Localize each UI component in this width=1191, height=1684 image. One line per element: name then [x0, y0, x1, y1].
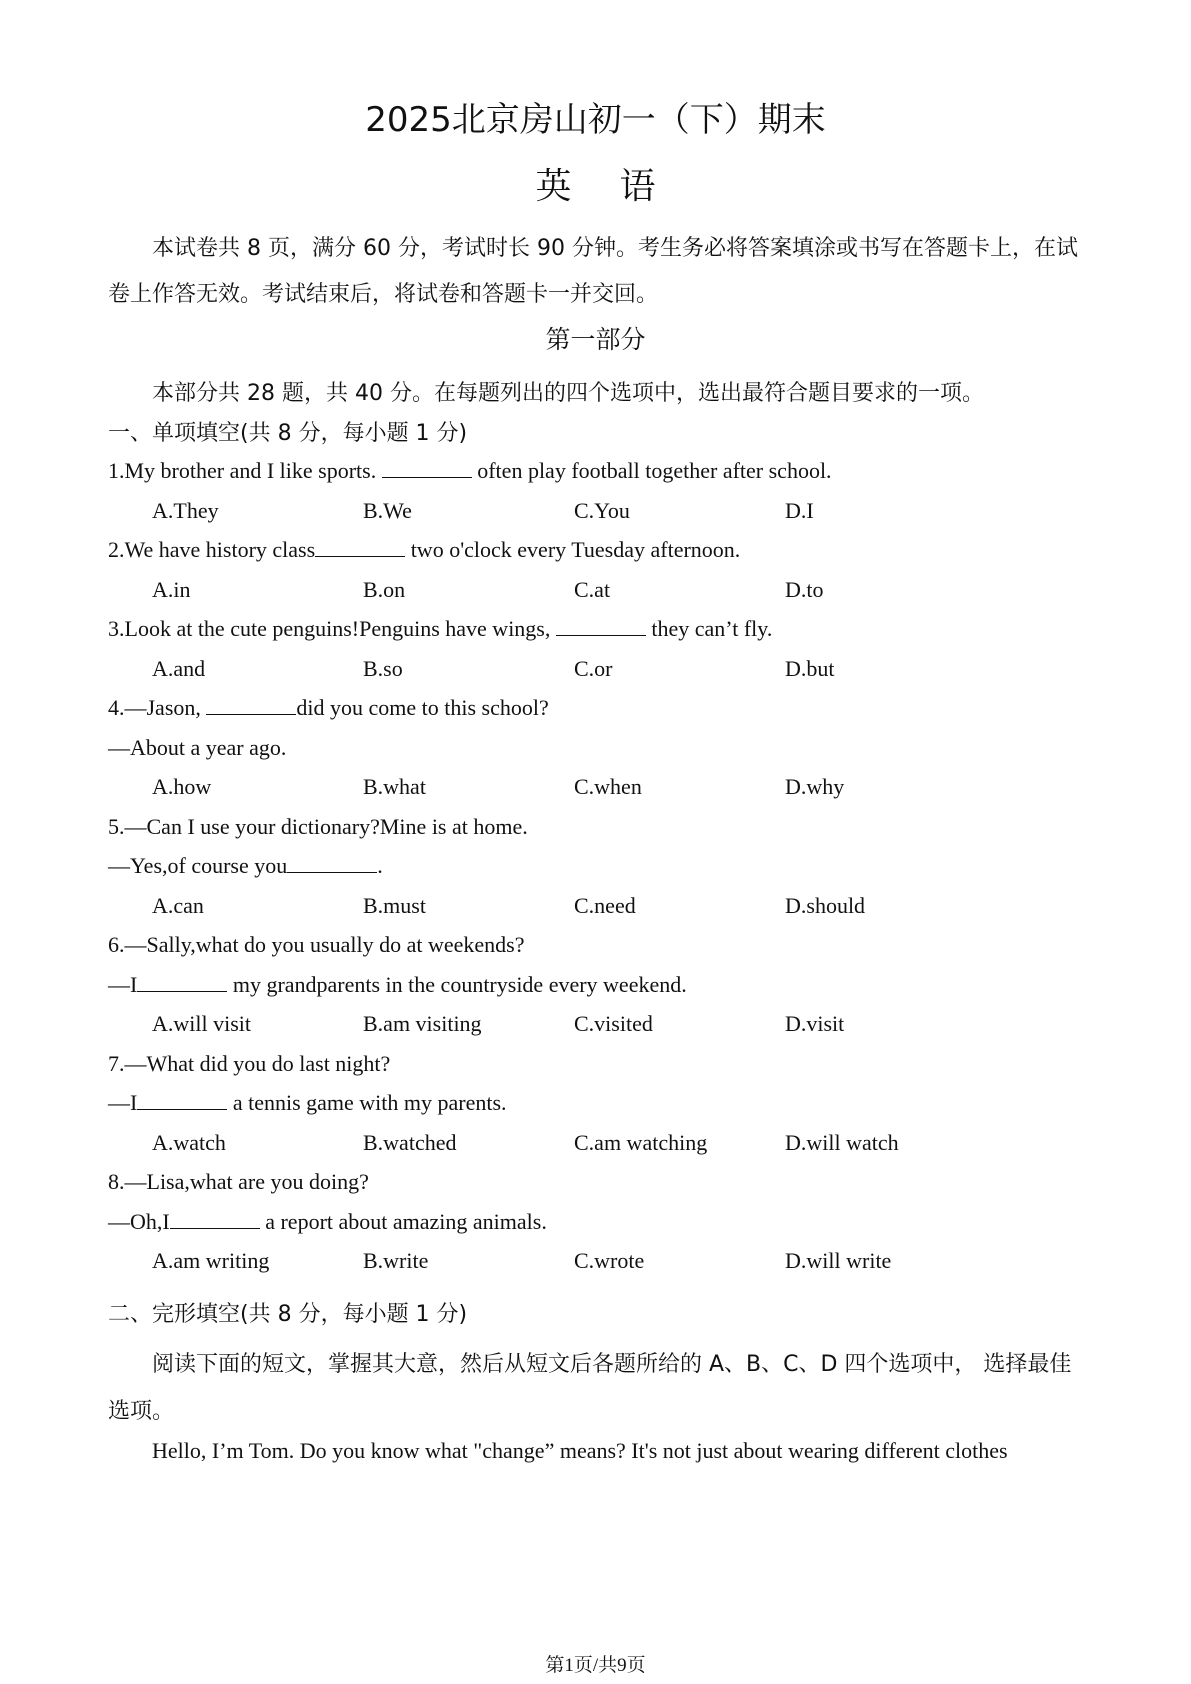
question-4-line-2 [108, 735, 286, 761]
option-c: C.wrote [574, 1248, 645, 1273]
answer-blank [137, 990, 227, 992]
option-a: A.in [152, 576, 191, 602]
question-5-line-1 [108, 814, 528, 840]
question-2-line-1 [108, 537, 740, 563]
question-text: my grandparents in the countryside every weekend. [227, 971, 687, 997]
question-text: often play football together after school. [471, 458, 832, 483]
answer-blank [137, 1108, 227, 1110]
option-a: A.how [152, 774, 212, 799]
option-d: D.will watch [785, 1129, 899, 1155]
option-c: C.need [574, 892, 636, 918]
question-1-line-1 [108, 458, 832, 484]
question-text: —I [108, 1090, 138, 1115]
question-text: —Yes,of course you [108, 853, 288, 878]
page-footer: 第1页/共9页 [545, 1655, 646, 1676]
question-8-line-1 [108, 1169, 369, 1195]
section-2-title: 二、完形填空(共 8 分，每小题 1 分) [108, 1302, 468, 1327]
question-text: they can’t fly. [645, 616, 773, 641]
option-a: A.will visit [152, 1011, 252, 1036]
exam-instructions: 本试卷共 8 页，满分 60 分，考试时长 90 分钟。考生务必将答案填涂或书写在答题卡上，在试卷上作答无效。考试结束后，将试卷和答题卡一并交回。 [108, 236, 1078, 307]
option-d: D.to [785, 576, 824, 602]
part-title: 第一部分 [545, 325, 646, 354]
question-text: 3.Look at the cute penguins!Penguins have wings, [108, 616, 556, 641]
option-b: B.what [363, 774, 426, 799]
option-a: A.can [152, 892, 204, 918]
option-c: C.or [574, 655, 613, 681]
question-6-line-1 [108, 932, 525, 958]
question-text: 6.—Sally,what do you usually do at weekends? [108, 932, 525, 957]
option-d: D.I [785, 497, 814, 523]
question-text: did you come to this school? [296, 695, 549, 720]
question-7-line-1 [108, 1051, 390, 1077]
passage-text: Hello, I’m Tom. Do you know what "change” means? It's not just about wearing different clothes [152, 1438, 1008, 1463]
question-text: —About a year ago. [108, 734, 287, 760]
option-c: C.visited [574, 1011, 653, 1036]
question-text: a report about amazing animals. [259, 1208, 547, 1234]
option-a: A.watch [152, 1129, 226, 1155]
question-6-line-2 [108, 972, 687, 998]
answer-blank [170, 1227, 260, 1229]
option-c: C.You [574, 497, 630, 523]
question-5-line-2 [108, 853, 383, 879]
question-text: . [377, 853, 383, 878]
answer-blank [382, 476, 472, 478]
option-a: A.am writing [152, 1248, 270, 1273]
question-text: —I [108, 971, 138, 997]
cloze-instruction: 阅读下面的短文，掌握其大意，然后从短文后各题所给的 A、B、C、D 四个选项中， 选择最佳选项。 [108, 1352, 1072, 1424]
option-b: B.We [363, 497, 412, 523]
option-a: A.and [152, 655, 206, 681]
option-b: B.on [363, 576, 406, 602]
option-c: C.at [574, 576, 611, 602]
option-b: B.write [363, 1248, 429, 1273]
question-text: 7.—What did you do last night? [108, 1050, 391, 1076]
option-d: D.but [785, 655, 835, 681]
answer-blank [556, 634, 646, 636]
question-8-line-2 [108, 1209, 547, 1235]
option-b: B.am visiting [363, 1011, 482, 1036]
part-note: 本部分共 28 题，共 40 分。在每题列出的四个选项中，选出最符合题目要求的一项。 [152, 381, 984, 406]
option-d: D.should [785, 892, 866, 918]
question-text: 8.—Lisa,what are you doing? [108, 1169, 369, 1194]
option-b: B.must [363, 892, 426, 918]
question-text: a tennis game with my parents. [227, 1090, 507, 1115]
option-d: D.visit [785, 1011, 845, 1036]
option-b: B.watched [363, 1129, 457, 1155]
question-text: 1.My brother and I like sports. [108, 458, 382, 483]
option-c: C.am watching [574, 1129, 708, 1155]
question-text: 5.—Can I use your dictionary?Mine is at home. [108, 813, 528, 839]
option-a: A.They [152, 497, 219, 523]
option-d: D.why [785, 774, 845, 799]
option-b: B.so [363, 655, 403, 681]
question-text: 4.—Jason, [108, 695, 207, 720]
answer-blank [315, 555, 405, 557]
answer-blank [206, 713, 296, 715]
question-7-line-2 [108, 1090, 507, 1116]
section-1-title: 一、单项填空(共 8 分，每小题 1 分) [108, 421, 468, 446]
answer-blank [287, 871, 377, 873]
option-d: D.will write [785, 1248, 892, 1273]
exam-title: 2025北京房山初一（下）期末 [365, 100, 826, 140]
question-text: 2.We have history class [108, 537, 316, 562]
subject-title: 英语 [535, 166, 704, 207]
question-4-line-1 [108, 695, 549, 721]
question-3-line-1 [108, 616, 772, 642]
option-c: C.when [574, 774, 642, 799]
question-text: —Oh,I [108, 1208, 170, 1234]
question-text: two o'clock every Tuesday afternoon. [405, 537, 741, 562]
